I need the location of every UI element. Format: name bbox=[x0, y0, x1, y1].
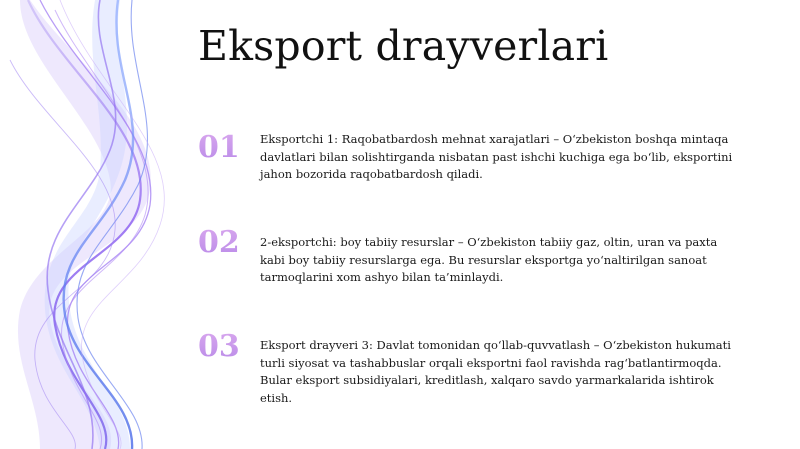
item-number: 03 bbox=[198, 329, 240, 364]
list-item bbox=[198, 329, 758, 417]
slide-title: Eksport drayverlari bbox=[198, 22, 609, 70]
item-description: Eksport drayveri 3: Davlat tomonidan qo‘llab-quvvatlash – O‘zbekiston hukumati turli siyosat va tashabbuslar orqali eksportni faol ravishda rag‘batlantirmoqda. Bular eksport subsidiyalari, kreditlash, xalqaro savdo yarmarkalarida ishtirok etish. bbox=[260, 338, 731, 405]
item-number: 01 bbox=[198, 130, 240, 165]
list-item bbox=[198, 131, 758, 211]
purple-smoke-decoration bbox=[0, 0, 200, 449]
item-description: Eksportchi 1: Raqobatbardosh mehnat xarajatlari – O‘zbekiston boshqa mintaqa davlatlari bilan solishtirganda nisbatan past ishchi kuchiga ega bo‘lib, eksportini jahon bozorida raqobatbardosh qiladi. bbox=[260, 132, 733, 181]
item-description: 2-eksportchi: boy tabiiy resurslar – O‘zbekiston tabiiy gaz, oltin, uran va paxta kabi boy tabiiy resurslarga ega. Bu resurslar eksportga yo‘naltirilgan sanoat tarmoqlarini xom ashyo bilan ta’minlaydi. bbox=[260, 235, 718, 284]
item-number: 02 bbox=[198, 225, 240, 260]
list-item bbox=[198, 225, 758, 314]
